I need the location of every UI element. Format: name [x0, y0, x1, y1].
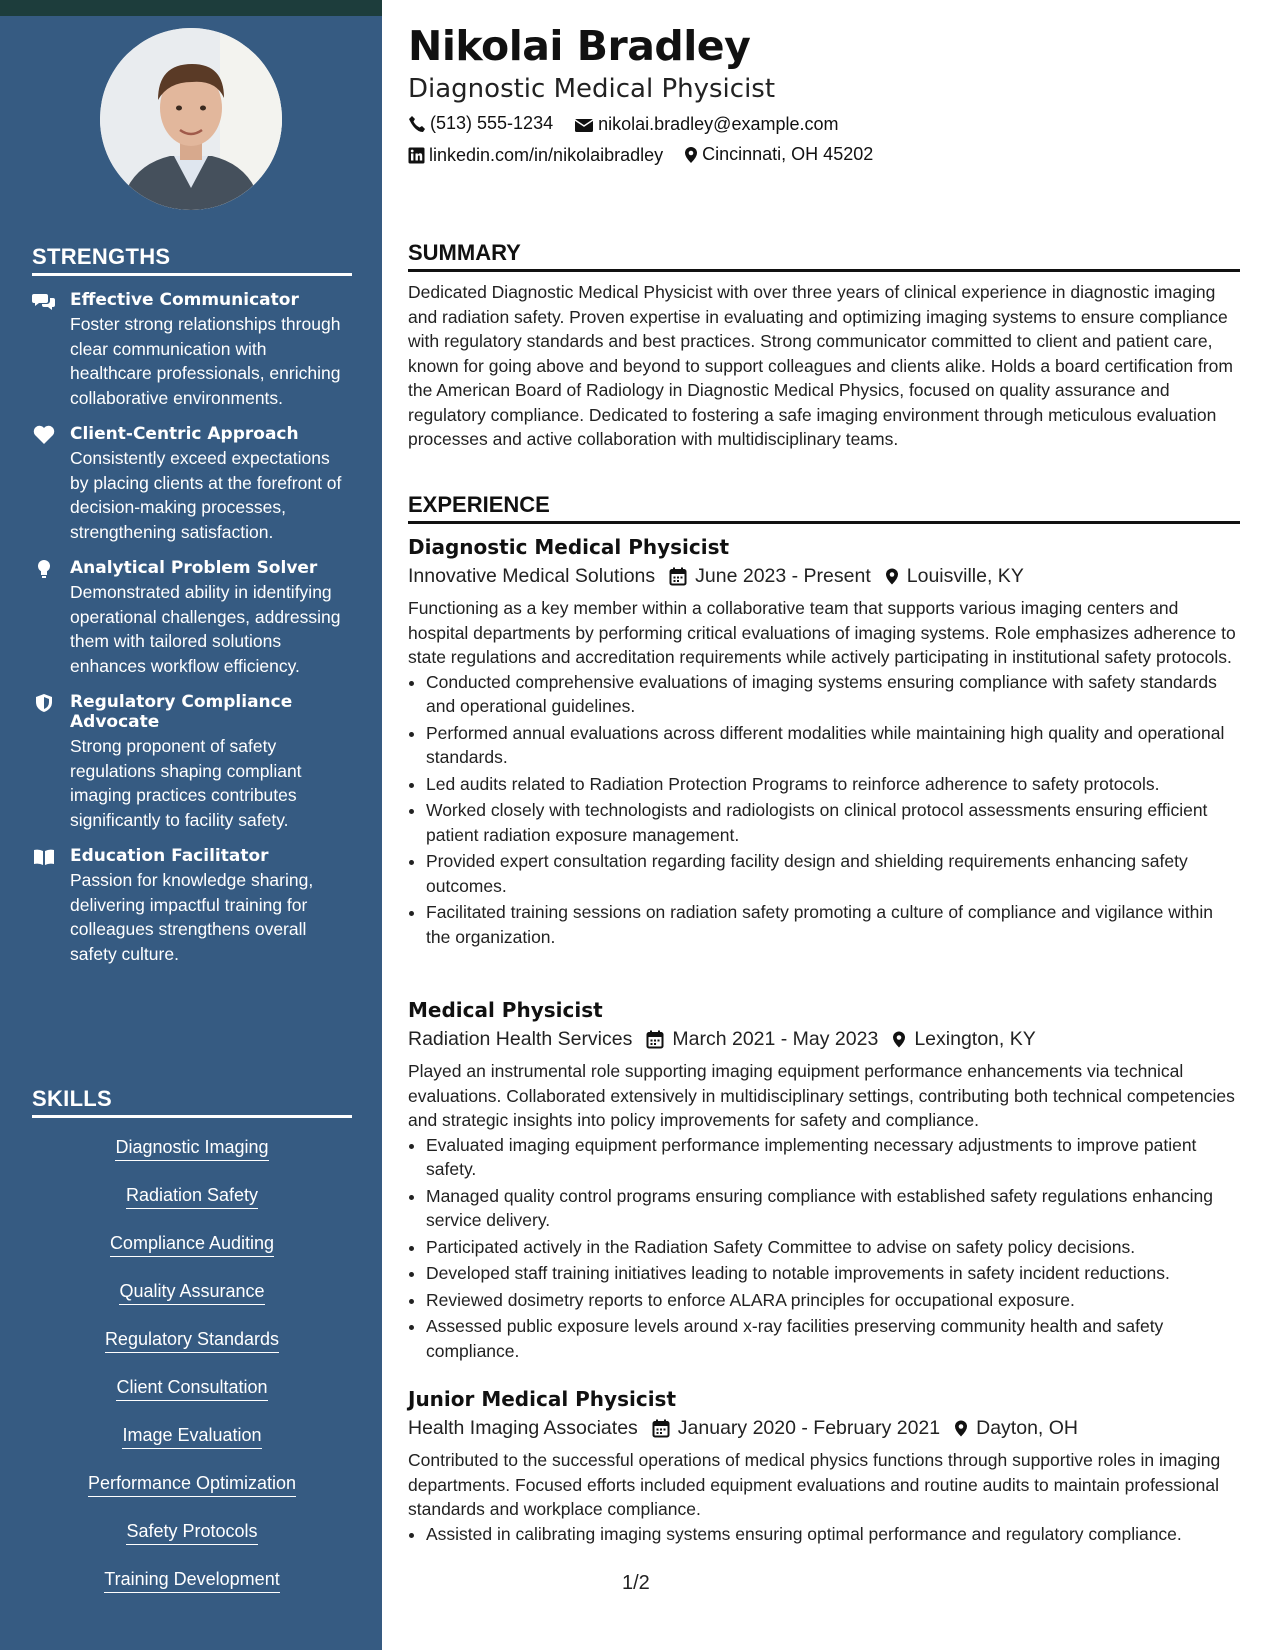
page-number: 1/2	[622, 1572, 650, 1594]
job-location: Louisville, KY	[906, 565, 1024, 587]
job-location: Lexington, KY	[914, 1028, 1036, 1050]
strength-item	[32, 846, 352, 966]
list-item: • Assisted in calibrating imaging systems ensuring optimal performance and regulatory compliance.	[426, 1522, 1240, 1547]
skill-tag: Quality Assurance	[119, 1280, 264, 1305]
list-item: • Worked closely with technologists and radiologists on clinical protocol assessments ensuring efficient patient radiation exposure management.	[426, 798, 1240, 847]
skill-tag: Regulatory Standards	[105, 1328, 279, 1353]
shield-icon	[32, 693, 56, 713]
list-item: • Evaluated imaging equipment performance implementing necessary adjustments to improve patient safety.	[426, 1133, 1240, 1182]
skill-tag: Training Development	[104, 1568, 279, 1593]
company-name: Health Imaging Associates	[408, 1417, 638, 1439]
strength-item	[32, 558, 352, 678]
summary-text: Dedicated Diagnostic Medical Physicist with over three years of clinical experience in diagnostic imaging and radiation safety. Proven expertise in evaluating and optimizing imaging systems to ensure compliance with regulatory standards and best practices. Strong communicator committed to client and patient care, known for going above and beyond to support colleagues and clients alike. Holds a board certification from the American Board of Radiology in Diagnostic Medical Physics, focused on quality assurance and regulatory compliance. Dedicated to fostering a safe imaging environment through meticulous evaluation processes and active collaboration with multidisciplinary teams.	[408, 282, 1233, 449]
job-meta	[408, 565, 1240, 588]
job-description: Played an instrumental role supporting imaging equipment performance enhancements via technical evaluations. Collaborated extensively in multidisciplinary settings, contributing both technical competencies and strategic insights into policy improvements for safety and compliance.	[408, 1061, 1235, 1130]
phone-number[interactable]: (513) 555-1234	[430, 113, 554, 133]
strength-title: Regulatory Compliance Advocate	[70, 692, 293, 732]
calendar-icon	[646, 1030, 664, 1049]
contact-row	[408, 113, 855, 138]
calendar-icon	[669, 567, 687, 586]
strength-description: Demonstrated ability in identifying operational challenges, addressing them with tailored solutions enhances workflow efficiency.	[70, 582, 341, 676]
experience-heading: EXPERIENCE	[408, 492, 1240, 524]
heart-icon	[32, 425, 56, 445]
strength-description: Strong proponent of safety regulations shaping compliant imaging practices contributes significantly to facility safety.	[70, 736, 302, 830]
job-meta	[408, 1417, 1240, 1440]
location-text: Cincinnati, OH 45202	[702, 144, 874, 164]
strengths-section	[32, 244, 352, 966]
job-title: Junior Medical Physicist	[408, 1387, 677, 1411]
job-description: Functioning as a key member within a collaborative team that supports various imaging centers and hospital departments by performing critical evaluations of imaging systems. Role emphasizes adherence to state regulations and accreditation requirements while actively participating in institutional safety protocols.	[408, 598, 1236, 667]
skill-tag: Diagnostic Imaging	[115, 1136, 268, 1161]
job-dates: June 2023 - Present	[695, 565, 871, 587]
strength-title: Education Facilitator	[70, 846, 269, 866]
strength-description: Consistently exceed expectations by placing clients at the forefront of decision-making processes, strengthening satisfaction.	[70, 448, 342, 542]
summary-heading: SUMMARY	[408, 240, 1240, 272]
list-item: • Conducted comprehensive evaluations of imaging systems ensuring compliance with safety standards and operational guidelines.	[426, 670, 1240, 719]
list-item: • Assessed public exposure levels around x-ray facilities preserving community health and safety compliance.	[426, 1314, 1240, 1363]
job-location: Dayton, OH	[976, 1417, 1078, 1439]
skill-tag: Safety Protocols	[126, 1520, 257, 1545]
contact-row	[408, 144, 889, 169]
job-entry	[408, 1387, 1240, 1548]
map-pin-icon	[954, 1419, 968, 1438]
profile-photo	[100, 28, 282, 210]
list-item: • Facilitated training sessions on radiation safety promoting a culture of compliance and vigilance within the organization.	[426, 900, 1240, 949]
job-bullets	[408, 1522, 1240, 1547]
job-description: Contributed to the successful operations of medical physics functions through supportive roles in imaging departments. Focused efforts included equipment evaluations and routine audits to maintain professional standards and workplace compliance.	[408, 1450, 1221, 1519]
calendar-icon	[652, 1419, 670, 1438]
strength-description: Passion for knowledge sharing, delivering impactful training for colleagues strengthens overall safety culture.	[70, 870, 314, 964]
job-dates: January 2020 - February 2021	[677, 1417, 941, 1439]
top-accent-strip	[0, 0, 382, 16]
strength-item	[32, 290, 352, 410]
map-pin-icon	[684, 146, 698, 164]
phone-icon	[408, 115, 426, 133]
company-name: Innovative Medical Solutions	[408, 565, 656, 587]
list-item: • Managed quality control programs ensuring compliance with established safety regulations enhancing service delivery.	[426, 1184, 1240, 1233]
list-item: • Reviewed dosimetry reports to enforce ALARA principles for occupational exposure.	[426, 1288, 1240, 1313]
list-item: • Participated actively in the Radiation Safety Committee to advise on safety policy decisions.	[426, 1235, 1240, 1260]
strengths-heading: STRENGTHS	[32, 244, 352, 276]
envelope-icon	[574, 117, 594, 133]
linkedin-link[interactable]: linkedin.com/in/nikolaibradley	[429, 144, 664, 165]
sidebar	[0, 16, 382, 1650]
company-name: Radiation Health Services	[408, 1028, 633, 1050]
job-bullets	[408, 1133, 1240, 1364]
candidate-title: Diagnostic Medical Physicist	[408, 74, 776, 104]
strength-title: Analytical Problem Solver	[70, 558, 318, 578]
strength-item	[32, 424, 352, 544]
skills-list	[32, 1128, 352, 1608]
map-pin-icon	[892, 1030, 906, 1049]
skill-tag: Image Evaluation	[122, 1424, 261, 1449]
job-title: Medical Physicist	[408, 998, 603, 1022]
job-dates: March 2021 - May 2023	[672, 1028, 879, 1050]
list-item: • Developed staff training initiatives leading to notable improvements in safety incident reductions.	[426, 1261, 1240, 1286]
skill-tag: Compliance Auditing	[110, 1232, 274, 1257]
job-meta	[408, 1028, 1240, 1051]
strength-description: Foster strong relationships through clear communication with healthcare professionals, enriching collaborative environments.	[70, 314, 341, 408]
job-title: Diagnostic Medical Physicist	[408, 535, 730, 559]
strength-title: Effective Communicator	[70, 290, 299, 310]
list-item: • Led audits related to Radiation Protection Programs to reinforce adherence to safety protocols.	[426, 772, 1240, 797]
strength-title: Client-Centric Approach	[70, 424, 299, 444]
book-icon	[32, 847, 56, 867]
strength-item	[32, 692, 352, 832]
skill-tag: Client Consultation	[116, 1376, 267, 1401]
lightbulb-icon	[32, 559, 56, 579]
comments-icon	[32, 291, 56, 311]
list-item: • Provided expert consultation regarding facility design and shielding requirements enhancing safety outcomes.	[426, 849, 1240, 898]
job-bullets	[408, 670, 1240, 950]
email-link[interactable]: nikolai.bradley@example.com	[598, 114, 839, 134]
job-entry	[408, 535, 1240, 951]
skills-heading: SKILLS	[32, 1086, 352, 1118]
skill-tag: Performance Optimization	[88, 1472, 296, 1497]
skills-section	[32, 1086, 352, 1608]
job-entry	[408, 998, 1240, 1365]
list-item: • Performed annual evaluations across different modalities while maintaining high quality and operational standards.	[426, 721, 1240, 770]
map-pin-icon	[885, 567, 899, 586]
skill-tag: Radiation Safety	[126, 1184, 258, 1209]
candidate-name: Nikolai Bradley	[408, 22, 751, 70]
linkedin-icon	[408, 147, 425, 164]
